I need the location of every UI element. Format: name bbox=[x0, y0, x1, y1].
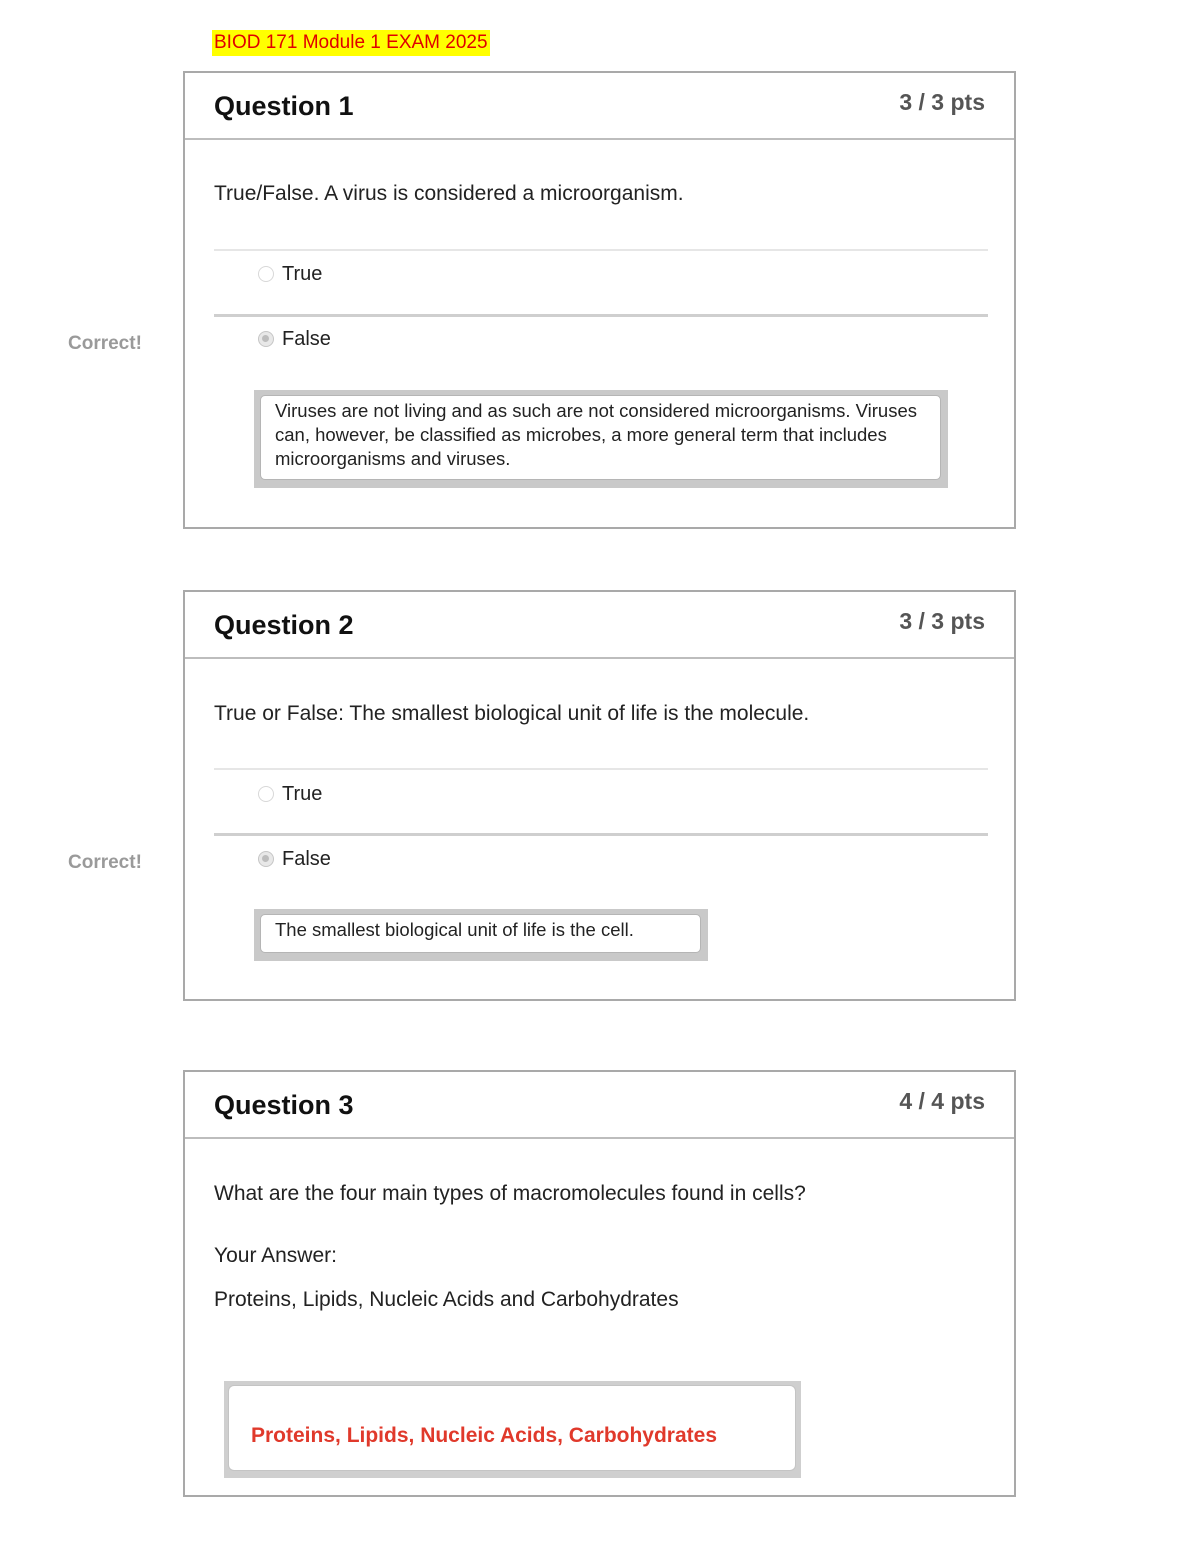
correct-indicator: Correct! bbox=[68, 333, 142, 354]
answer-comment: Viruses are not living and as such are not considered microorganisms. Viruses can, however, be classified as microbes, a more general term that includes microorganisms and viruses. bbox=[260, 395, 941, 480]
your-answer-label: Your Answer: bbox=[214, 1244, 337, 1267]
question-points: 3 / 3 pts bbox=[899, 89, 985, 115]
question-card-3 bbox=[183, 1070, 1016, 1497]
answer-key-text: Proteins, Lipids, Nucleic Acids, Carbohydrates bbox=[251, 1424, 718, 1447]
answer-option-true[interactable] bbox=[258, 782, 322, 806]
question-text: What are the four main types of macromolecules found in cells? bbox=[214, 1182, 806, 1205]
question-points: 3 / 3 pts bbox=[899, 608, 985, 634]
answer-comment-box bbox=[254, 390, 948, 488]
question-title: Question 1 bbox=[214, 91, 354, 121]
answer-label: False bbox=[282, 847, 331, 870]
question-header bbox=[185, 592, 1014, 659]
answer-key-panel bbox=[228, 1385, 796, 1471]
radio-button[interactable] bbox=[258, 266, 274, 282]
question-card-1 bbox=[183, 71, 1016, 529]
selected-answer-divider bbox=[214, 833, 988, 836]
your-answer-text: Proteins, Lipids, Nucleic Acids and Carbohydrates bbox=[214, 1288, 679, 1311]
radio-button-selected[interactable] bbox=[258, 331, 274, 347]
answer-label: True bbox=[282, 782, 323, 805]
answer-option-true[interactable] bbox=[258, 262, 322, 286]
question-text: True/False. A virus is considered a microorganism. bbox=[214, 182, 684, 205]
answer-option-false[interactable] bbox=[258, 847, 331, 871]
question-header bbox=[185, 1072, 1014, 1139]
answer-key-box bbox=[224, 1381, 801, 1478]
question-title: Question 3 bbox=[214, 1090, 354, 1120]
document-title: BIOD 171 Module 1 EXAM 2025 bbox=[212, 30, 490, 56]
question-text: True or False: The smallest biological unit of life is the molecule. bbox=[214, 702, 810, 725]
answer-comment-box bbox=[254, 909, 708, 961]
question-card-2 bbox=[183, 590, 1016, 1001]
radio-button[interactable] bbox=[258, 786, 274, 802]
answer-comment: The smallest biological unit of life is the cell. bbox=[260, 914, 701, 953]
answer-divider bbox=[214, 768, 988, 770]
selected-answer-divider bbox=[214, 314, 988, 317]
answer-label: True bbox=[282, 262, 323, 285]
answer-divider bbox=[214, 249, 988, 251]
correct-indicator: Correct! bbox=[68, 852, 142, 873]
answer-label: False bbox=[282, 327, 331, 350]
question-points: 4 / 4 pts bbox=[899, 1088, 985, 1114]
answer-option-false[interactable] bbox=[258, 327, 331, 351]
radio-button-selected[interactable] bbox=[258, 851, 274, 867]
question-title: Question 2 bbox=[214, 610, 354, 640]
question-header bbox=[185, 73, 1014, 140]
